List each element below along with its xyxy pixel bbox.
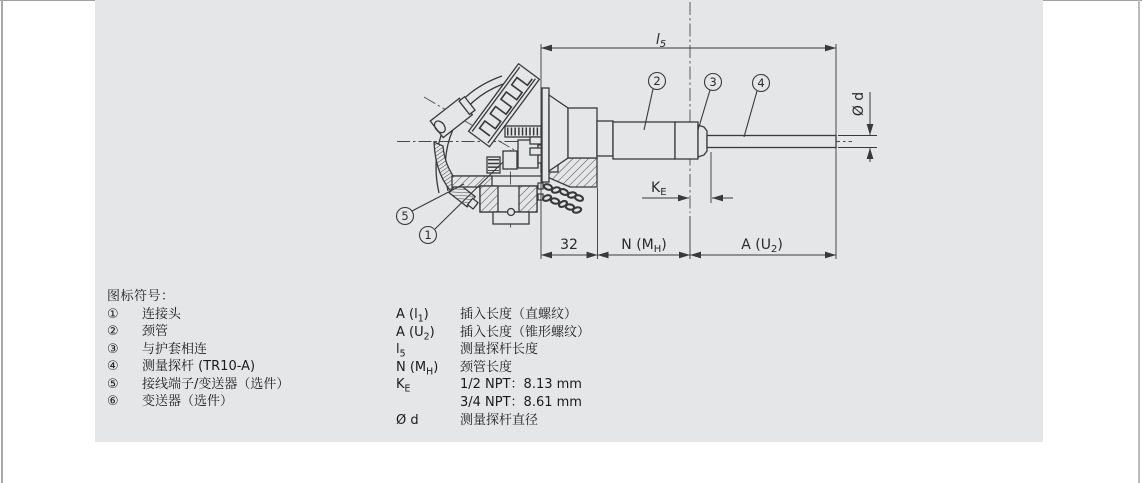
dimension-description: 测量探杆长度 [460, 342, 539, 358]
legend-item-number: ③ [107, 341, 119, 357]
legend-item-label: 颈管 [142, 324, 169, 339]
neck-hex [568, 108, 597, 158]
head-lid [469, 64, 540, 147]
legend-item-label: 接线端子/变送器（选件） [142, 376, 290, 392]
dim-label-head-section: 32 [560, 237, 578, 253]
hex-hatch-right [519, 186, 537, 212]
dimension-description: 颈管长度 [460, 359, 513, 375]
dimension-symbol: Ø d [396, 412, 419, 428]
hex-hatch-left [480, 186, 498, 212]
dimension-symbol: $l_5$ [396, 342, 406, 360]
balloon-2 [649, 73, 666, 90]
dimension-table-row [396, 306, 590, 324]
dimension-description: 插入长度（锥形螺纹） [460, 324, 591, 340]
legend-item [107, 306, 289, 324]
legend-item [107, 341, 289, 359]
dim-label-thread-reserve: $K_E$ [651, 180, 667, 198]
dim-label-total-length: $l_5$ [655, 32, 667, 50]
balloon-3-number: 3 [709, 75, 717, 89]
legend-item [107, 323, 289, 341]
legend-items [107, 288, 289, 411]
balloon-5-number: 5 [401, 209, 409, 223]
legend-dims-list [396, 306, 590, 429]
balloon-4 [753, 75, 770, 92]
dimension-symbol: A $(U_2)$ [396, 324, 435, 343]
hex-bore [508, 209, 515, 216]
dimension-table-row [396, 412, 590, 430]
neck-cone [549, 95, 568, 171]
legend-item [107, 393, 289, 411]
neck-stub [597, 121, 613, 156]
dimension-table-row [396, 341, 590, 359]
process-fitting [675, 122, 698, 159]
balloon-1 [420, 227, 437, 244]
legend-item [107, 358, 289, 376]
probe-stem [707, 136, 836, 148]
head-back-plate [542, 88, 549, 182]
dimension-description: 3/4 NPT：8.61 mm [460, 394, 582, 410]
legend-item-number: ② [107, 324, 119, 339]
dimension-symbol: $K_E$ [396, 377, 411, 395]
legend-items-list [107, 306, 289, 411]
chain-anchor-1 [538, 183, 543, 189]
fitting-thread-end [698, 125, 707, 157]
legend-title: 图标符号： [107, 289, 175, 304]
balloon-2-number: 2 [653, 74, 661, 88]
balloon-5 [397, 208, 414, 225]
dim-label-insertion-length: A $(U_2)$ [741, 237, 783, 255]
legend-item-label: 测量探杆 (TR10-A) [142, 359, 256, 374]
legend-item-label: 与护套相连 [142, 341, 208, 357]
terminal-post [503, 151, 517, 169]
dimension-description: 1/2 NPT：8.13 mm [460, 377, 582, 393]
dimension-table-row [396, 394, 590, 412]
legend-item-label: 变送器（选件） [142, 394, 234, 409]
balloon-4-number: 4 [757, 76, 765, 90]
dimension-table-row [396, 359, 590, 377]
legend-item-number: ① [107, 306, 119, 322]
legend-item-number: ④ [107, 359, 119, 374]
legend-item [107, 376, 289, 394]
lid-body [469, 64, 540, 147]
balloon-3 [705, 74, 722, 91]
dimension-description: 测量探杆直径 [460, 412, 539, 428]
legend-item-label: 连接头 [142, 306, 182, 322]
legend-item-number: ⑤ [107, 376, 119, 392]
dim-label-neck-length: N $(M_H)$ [621, 237, 667, 255]
dimension-symbol: A $(l_1)$ [396, 307, 429, 325]
dimension-symbol: N $(M_H)$ [396, 359, 439, 378]
legend-dimension-table [396, 306, 590, 429]
legend-item-number: ⑥ [107, 394, 119, 409]
dimension-description: 插入长度（直螺纹） [460, 307, 578, 322]
dim-label-probe-diameter: Ø d [851, 91, 867, 117]
dimension-table-row [396, 376, 590, 394]
dimension-table-row [396, 324, 590, 342]
balloon-1-number: 1 [424, 228, 432, 242]
dimension-symbol [396, 394, 460, 412]
